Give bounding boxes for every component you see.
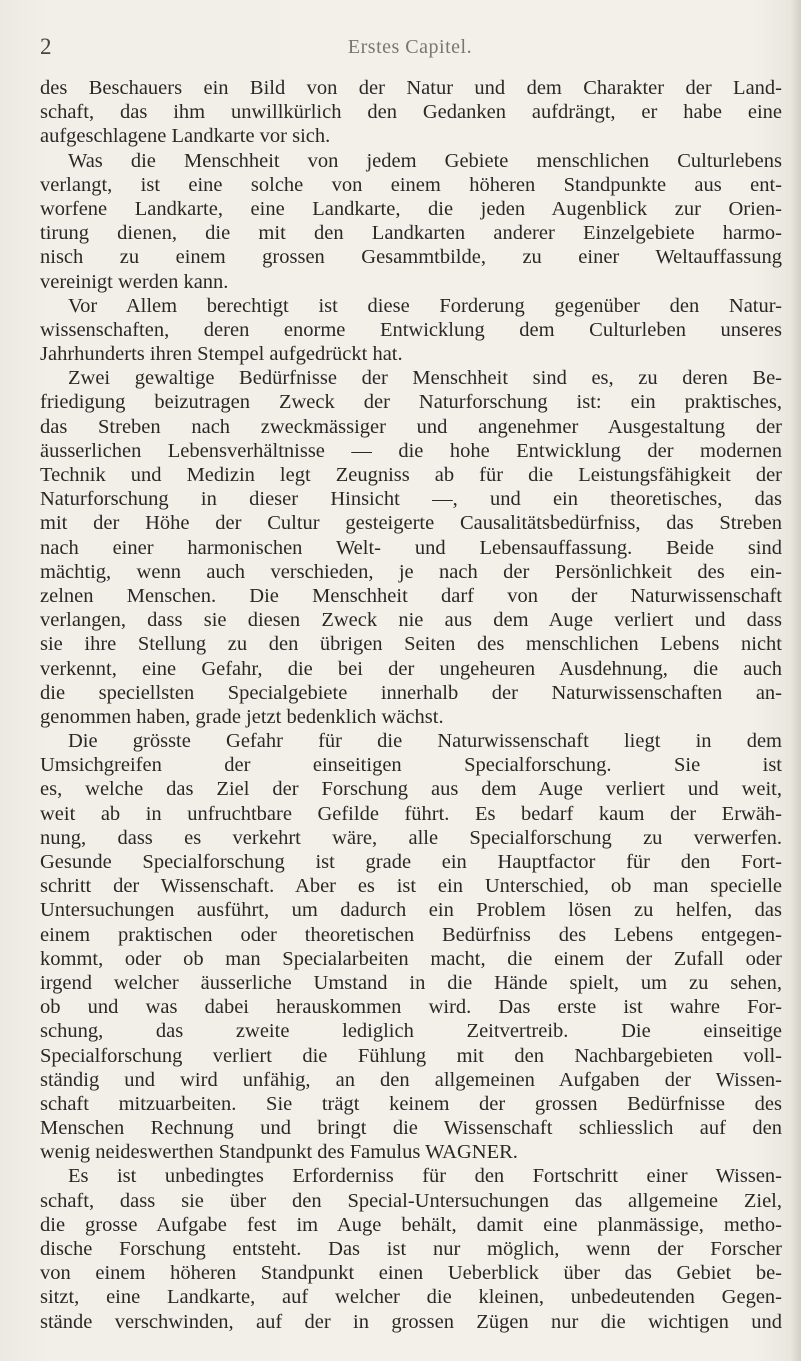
text-line: friedigung beizutragen Zweck der Naturforschung ist: ein praktisches,	[40, 391, 782, 414]
text-line: genommen haben, grade jetzt bedenklich wächst.	[40, 705, 444, 728]
text-line: vereinigt werden kann.	[40, 270, 229, 293]
running-head: Erstes Capitel.	[347, 36, 473, 58]
text-line: verlangen, dass sie diesen Zweck nie aus dem Auge verliert und dass	[40, 609, 782, 632]
text-line: Die grösste Gefahr für die Naturwissenschaft liegt in dem	[68, 730, 782, 753]
text-line: Menschen Rechnung und bringt die Wissenschaft schliesslich auf den	[40, 1117, 782, 1140]
text-line: verkennt, eine Gefahr, die bei der ungeheuren Ausdehnung, die auch	[40, 657, 782, 680]
text-line: Specialforschung verliert die Fühlung mit den Nachbargebieten voll-	[40, 1044, 782, 1067]
text-line: sie ihre Stellung zu den übrigen Seiten des menschlichen Lebens nicht	[40, 633, 782, 656]
text-line: nach einer harmonischen Welt- und Lebensauffassung. Beide sind	[40, 536, 782, 559]
text-line: ob und was dabei herauskommen wird. Das erste ist wahre For-	[40, 996, 782, 1019]
text-line: tirung dienen, die mit den Landkarten anderer Einzelgebiete harmo-	[40, 222, 782, 245]
text-line: nisch zu einem grossen Gesammtbilde, zu einer Weltauffassung	[40, 246, 782, 269]
text-line: Es ist unbedingtes Erforderniss für den Fortschritt einer Wissen-	[68, 1165, 782, 1188]
text-line: wenig neideswerthen Standpunkt des Famulus WAGNER.	[40, 1141, 518, 1164]
text-line: verlangt, ist eine solche von einem höheren Standpunkte aus ent-	[40, 173, 782, 196]
text-line: das Streben nach zweckmässiger und angenehmer Ausgestaltung der	[40, 415, 782, 438]
text-line: worfene Landkarte, eine Landkarte, die jeden Augenblick zur Orien-	[40, 197, 782, 220]
text-line: kommt, oder ob man Specialarbeiten macht, die einem der Zufall oder	[40, 947, 782, 970]
text-line: aufgeschlagene Landkarte vor sich.	[40, 125, 331, 148]
text-line: dische Forschung entsteht. Das ist nur möglich, wenn der Forscher	[40, 1238, 782, 1260]
text-line: Zwei gewaltige Bedürfnisse der Menschheit sind es, zu deren Be-	[68, 367, 782, 390]
text-line: schung, das zweite lediglich Zeitvertreib. Die einseitige	[40, 1020, 782, 1043]
text-line: mächtig, wenn auch verschieden, je nach der Persönlichkeit des ein-	[40, 560, 782, 583]
text-line: mit der Höhe der Cultur gesteigerte Causalitätsbedürfniss, das Streben	[40, 512, 782, 535]
text-line: schaft, dass sie über den Special-Untersuchungen das allgemeine Ziel,	[40, 1189, 782, 1212]
page-number: 2	[40, 34, 52, 59]
text-line: die speciellsten Specialgebiete innerhalb der Naturwissenschaften an-	[40, 681, 782, 704]
text-line: irgend welcher äusserliche Umstand in die Hände spielt, um zu sehen,	[40, 971, 782, 994]
text-line: die grosse Aufgabe fest im Auge behält, damit eine planmässige, metho-	[40, 1213, 782, 1236]
text-line: schaft mitzuarbeiten. Sie trägt keinem der grossen Bedürfnisse des	[40, 1092, 782, 1115]
text-line: zelnen Menschen. Die Menschheit darf von der Naturwissenschaft	[40, 584, 782, 607]
text-line: Gesunde Specialforschung ist grade ein Hauptfactor für den Fort-	[40, 851, 782, 873]
text-line: Vor Allem berechtigt ist diese Forderung gegenüber den Natur-	[68, 294, 782, 317]
text-line: wissenschaften, deren enorme Entwicklung dem Culturleben unseres	[40, 318, 782, 341]
text-line: sitzt, eine Landkarte, auf welcher die kleinen, unbedeutenden Gegen-	[40, 1286, 782, 1309]
text-line: Umsichgreifen der einseitigen Specialforschung. Sie ist	[40, 754, 782, 777]
body-text	[40, 76, 782, 1334]
page-header	[40, 34, 780, 64]
text-line: Jahrhunderts ihren Stempel aufgedrückt hat.	[40, 343, 403, 366]
text-line: äusserlichen Lebensverhältnisse — die hohe Entwicklung der modernen	[40, 439, 782, 462]
page-edge-shadow	[791, 0, 801, 1361]
text-line: einem praktischen oder theoretischen Bedürfniss des Lebens entgegen-	[40, 923, 782, 946]
text-line: nung, dass es verkehrt wäre, alle Specialforschung zu verwerfen.	[40, 826, 782, 849]
text-line: stände verschwinden, auf der in grossen Zügen nur die wichtigen und	[40, 1310, 782, 1333]
text-line: es, welche das Ziel der Forschung aus dem Auge verliert und weit,	[40, 778, 782, 801]
text-line: schaft, das ihm unwillkürlich den Gedanken aufdrängt, er habe eine	[40, 101, 782, 124]
text-line: Was die Menschheit von jedem Gebiete menschlichen Culturlebens	[68, 149, 782, 172]
text-line: Technik und Medizin legt Zeugniss ab für die Leistungsfähigkeit der	[40, 464, 782, 486]
text-line: weit ab in unfruchtbare Gefilde führt. Es bedarf kaum der Erwäh-	[40, 802, 782, 825]
text-line: schritt der Wissenschaft. Aber es ist ein Unterschied, ob man specielle	[40, 875, 782, 898]
text-line: ständig und wird unfähig, an den allgemeinen Aufgaben der Wissen-	[40, 1068, 782, 1091]
text-line: des Beschauers ein Bild von der Natur und dem Charakter der Land-	[40, 77, 782, 99]
text-line: Naturforschung in dieser Hinsicht —, und ein theoretisches, das	[40, 488, 782, 511]
text-line: Untersuchungen ausführt, um dadurch ein Problem lösen zu helfen, das	[40, 899, 782, 922]
text-line: von einem höheren Standpunkt einen Ueberblick über das Gebiet be-	[40, 1262, 782, 1285]
